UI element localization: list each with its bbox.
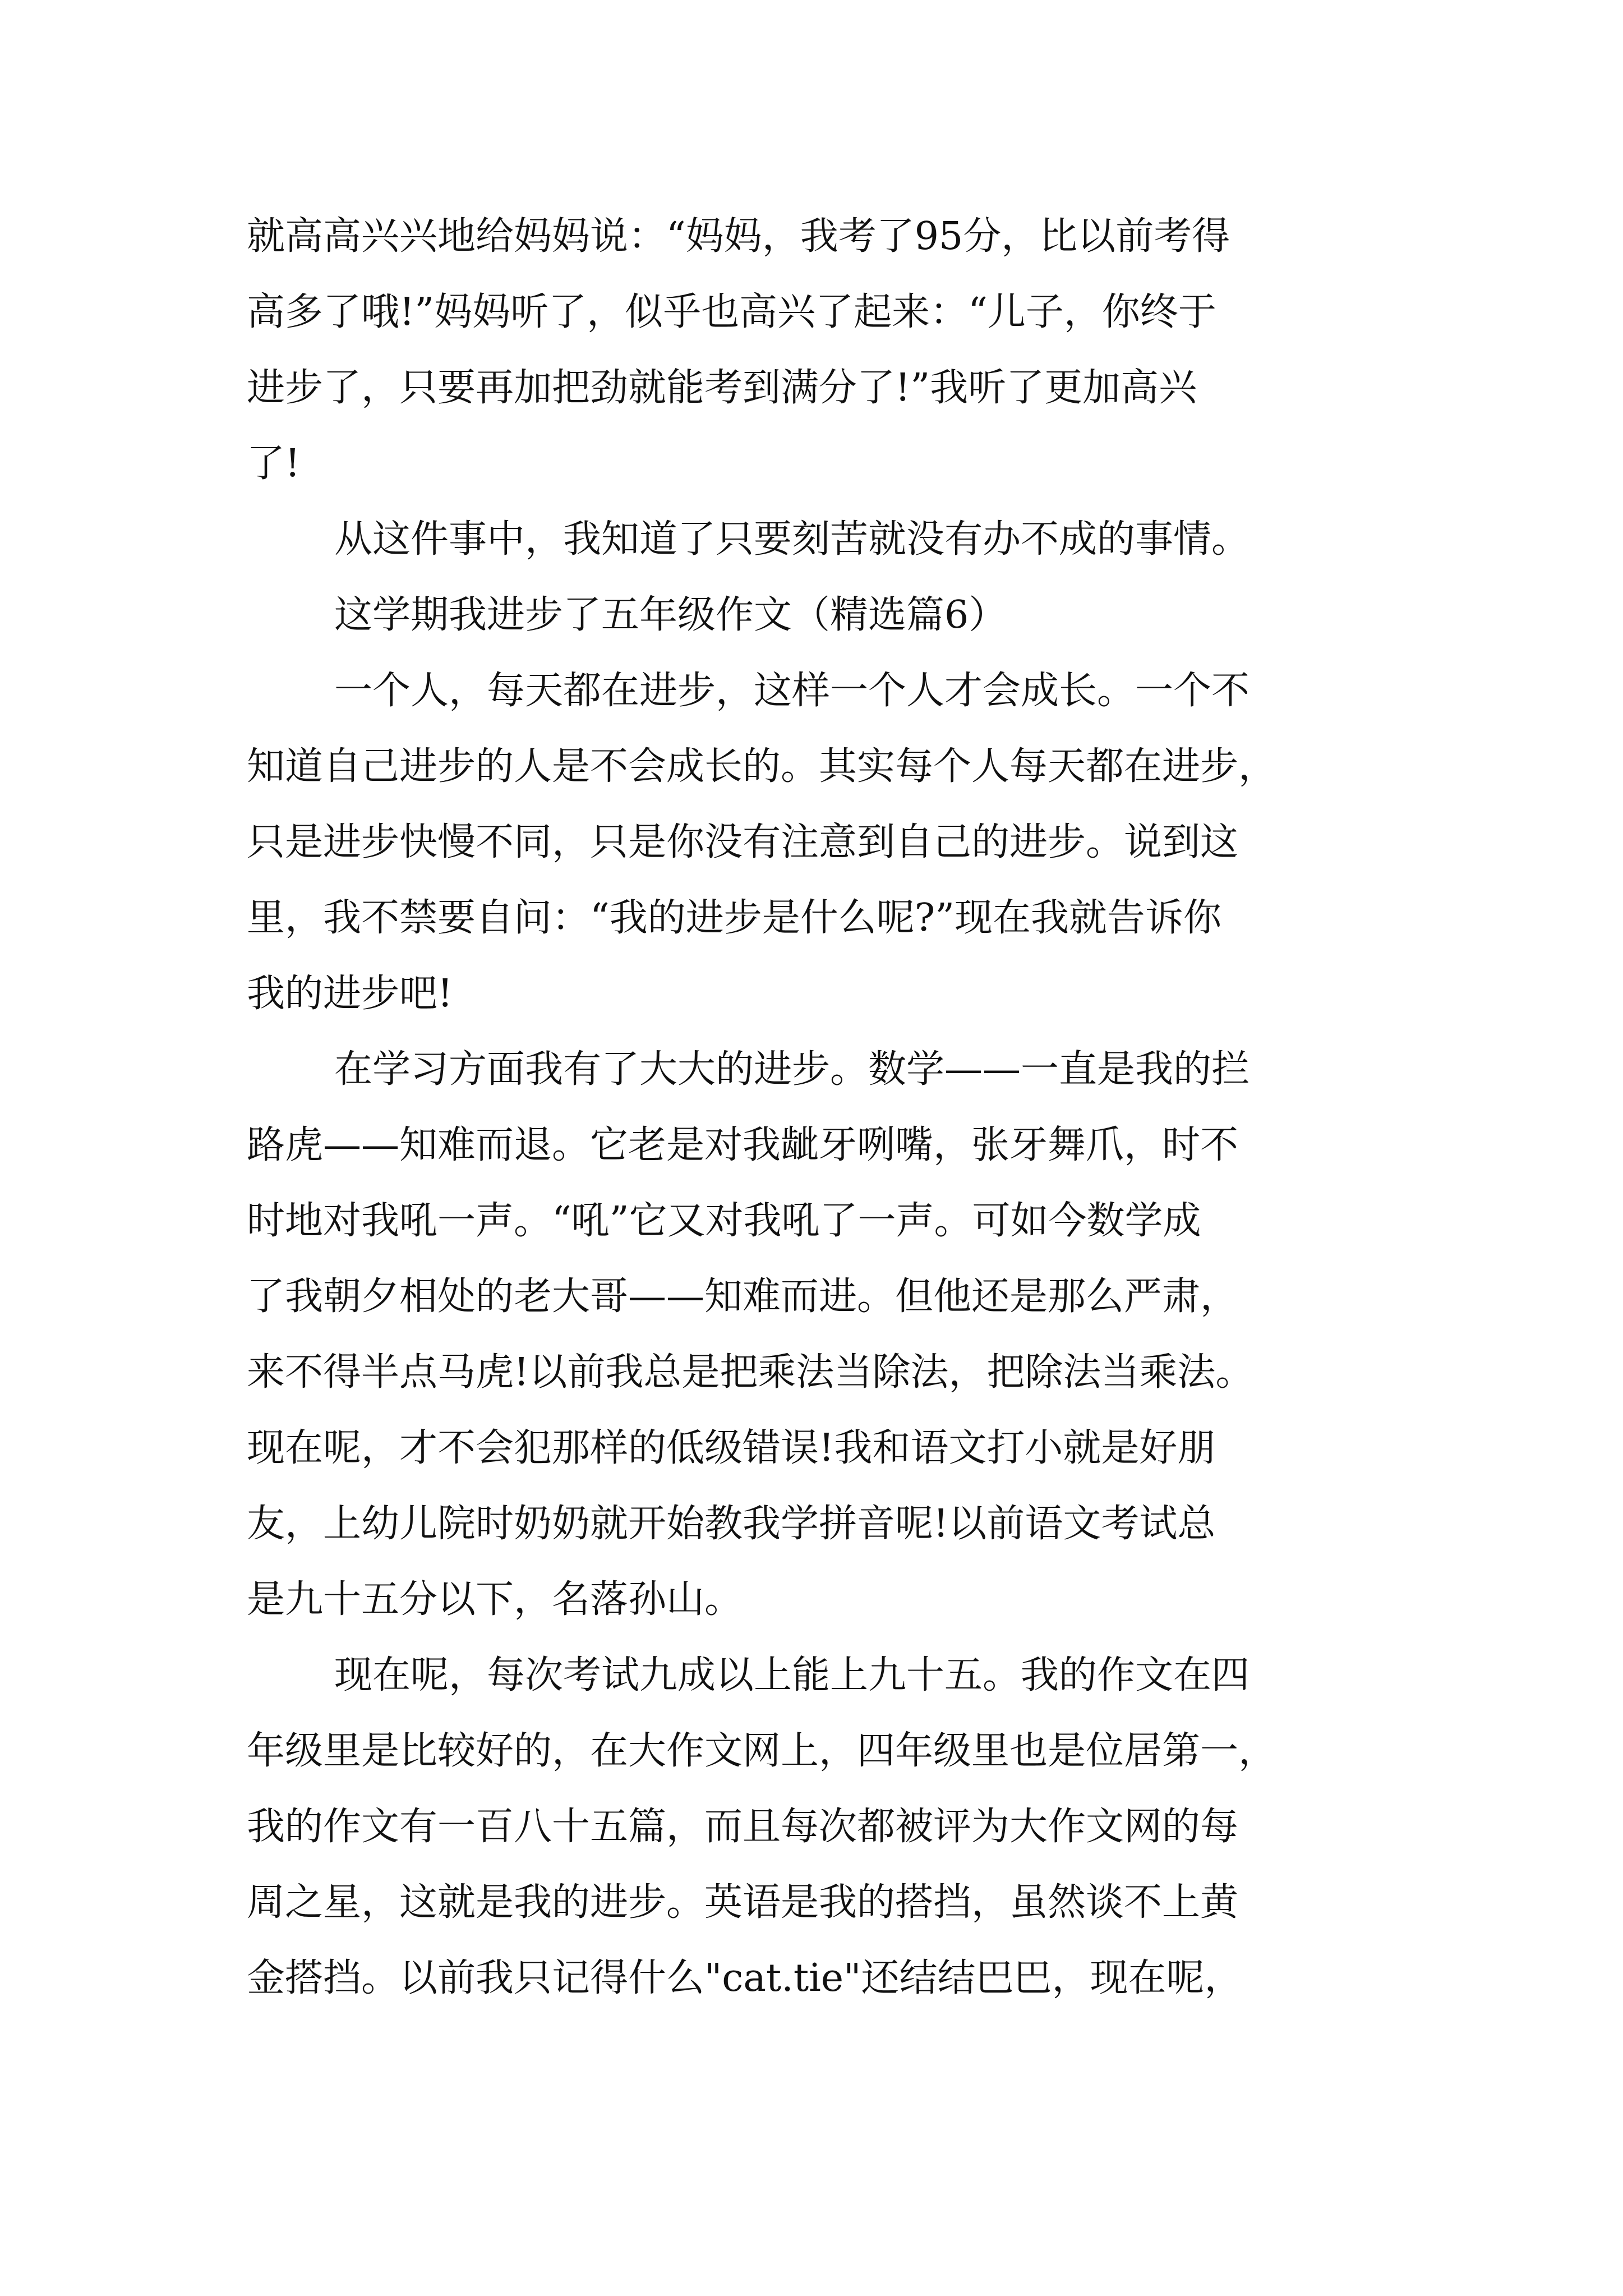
text-line: 知道自己进步的人是不会成长的。其实每个人每天都在进步， — [247, 744, 1277, 789]
text-line: 进步了，只要再加把劲就能考到满分了!”我听了更加高兴 — [247, 366, 1197, 410]
text-line: 一个人，每天都在进步，这样一个人才会成长。一个不 — [334, 669, 1250, 713]
text-line: 来不得半点马虎!以前我总是把乘法当除法，把除法当乘法。 — [247, 1350, 1254, 1395]
text-line: 高多了哦!”妈妈听了，似乎也高兴了起来：“儿子，你终于 — [247, 290, 1216, 334]
text-line: 里，我不禁要自问：“我的进步是什么呢?”现在我就告诉你 — [247, 896, 1221, 940]
text-line: 路虎——知难而退。它老是对我龇牙咧嘴，张牙舞爪，时不 — [247, 1123, 1239, 1167]
text-line: 了我朝夕相处的老大哥——知难而进。但他还是那么严肃， — [247, 1274, 1239, 1319]
text-line: 周之星，这就是我的进步。英语是我的搭挡，虽然谈不上黄 — [247, 1880, 1239, 1925]
text-line: 了! — [247, 441, 301, 486]
text-line: 是九十五分以下，名落孙山。 — [247, 1577, 743, 1622]
text-line: 现在呢，每次考试九成以上能上九十五。我的作文在四 — [334, 1653, 1250, 1697]
section-heading: 这学期我进步了五年级作文（精选篇6） — [334, 593, 1007, 637]
text-line: 金搭挡。以前我只记得什么"cat.tie"还结结巴巴，现在呢， — [247, 1956, 1243, 2000]
text-line: 只是进步快慢不同，只是你没有注意到自己的进步。说到这 — [247, 820, 1239, 864]
text-line: 在学习方面我有了大大的进步。数学——一直是我的拦 — [334, 1047, 1250, 1092]
text-line: 年级里是比较好的，在大作文网上，四年级里也是位居第一， — [247, 1729, 1277, 1773]
text-line: 我的进步吧! — [247, 972, 453, 1016]
text-line: 时地对我吼一声。“吼”它又对我吼了一声。可如今数学成 — [247, 1199, 1201, 1243]
text-line: 从这件事中，我知道了只要刻苦就没有办不成的事情。 — [334, 517, 1250, 562]
text-line: 就高高兴兴地给妈妈说：“妈妈，我考了95分，比以前考得 — [247, 214, 1230, 259]
text-line: 我的作文有一百八十五篇，而且每次都被评为大作文网的每 — [247, 1805, 1239, 1849]
text-line: 友，上幼儿院时奶奶就开始教我学拼音呢!以前语文考试总 — [247, 1502, 1216, 1546]
text-line: 现在呢，才不会犯那样的低级错误!我和语文打小就是好朋 — [247, 1426, 1216, 1470]
